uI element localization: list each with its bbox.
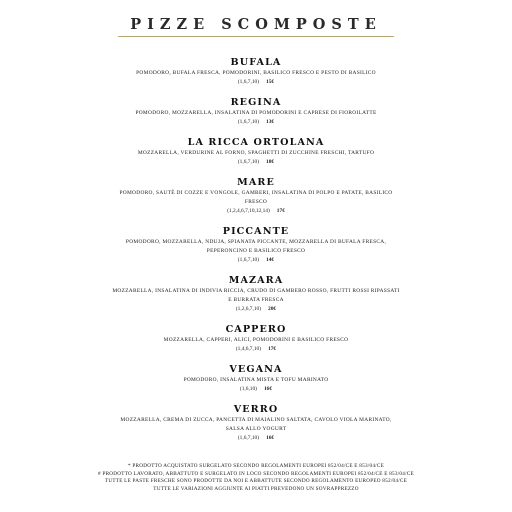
menu-item-mazara xyxy=(0,275,512,314)
item-meta xyxy=(0,207,512,216)
item-name: MARE xyxy=(237,177,275,188)
note-surcharge: TUTTE LE VARIAZIONI AGGIUNTE AI PIATTI PREVEDONO UN SOVRAPPREZZO xyxy=(153,485,359,492)
item-price: 17€ xyxy=(268,346,277,352)
item-price: 14€ xyxy=(266,257,275,263)
item-allergens: (1,2,6,7,10) xyxy=(235,306,262,312)
item-name: VEGANA xyxy=(229,364,283,375)
title-divider xyxy=(118,36,394,37)
menu-item-regina xyxy=(0,97,512,127)
menu-item-la-ricca-ortolana xyxy=(0,137,512,167)
item-meta xyxy=(0,434,512,443)
footer-notes xyxy=(0,463,512,493)
item-meta xyxy=(0,78,512,87)
item-description: MOZZARELLA, CAPPERI, ALICI, POMODORINI E BASILICO FRESCO xyxy=(163,337,349,343)
item-name: BUFALA xyxy=(230,57,282,68)
item-description: POMODORO, BUFALA FRESCA, POMODORINI, BASILICO FRESCO E PESTO DI BASILICO xyxy=(136,70,376,76)
note-fresh-pasta: TUTTE LE PASTE FRESCHE SONO PRODOTTE DA NOI E ABBATTUTE SECONDO REGOLAMENTO EUROPEO 852/04/CE xyxy=(104,478,408,485)
item-price: 17€ xyxy=(276,208,285,214)
menu-item-mare xyxy=(0,177,512,216)
item-price: 18€ xyxy=(266,159,275,165)
item-name: LA RICCA ORTOLANA xyxy=(187,137,325,148)
menu-item-cappero xyxy=(0,324,512,354)
item-allergens: (1,6,10) xyxy=(239,386,257,392)
item-price: 20€ xyxy=(268,306,277,312)
note-frozen: * PRODOTTO ACQUISTATO SURGELATO SECONDO REGOLAMENTI EUROPEI 852/04/CE E 853/04/CE xyxy=(127,463,384,469)
item-meta xyxy=(0,385,512,394)
item-allergens: (1,2,4,6,7,10,12,14) xyxy=(227,208,270,214)
item-price: 16€ xyxy=(263,386,273,392)
item-name: MAZARA xyxy=(228,275,284,286)
item-description: POMODORO, MOZZARELLA, NDUJA, SPIANATA PICCANTE, MOZZARELLA DI BUFALA FRESCA, PEPERONCINO E BASILICO FRESCO xyxy=(125,239,387,254)
item-description: MOZZARELLA, CREMA DI ZUCCA, PANCETTA DI MAIALINO SALTATA, CAVOLO VIOLA MARINATO, SALSA ALLO YOGURT xyxy=(120,417,392,432)
item-allergens: (1,6,7,10) xyxy=(237,159,260,165)
item-allergens: (1,6,7,10) xyxy=(237,257,260,263)
menu-item-vegana xyxy=(0,364,512,394)
item-name: VERRO xyxy=(233,404,279,415)
pizza-list xyxy=(0,57,512,453)
item-description: MOZZARELLA, VERDURINE AL FORNO, SPAGHETTI DI ZUCCHINE FRESCHI, TARTUFO xyxy=(137,150,375,156)
menu-item-bufala xyxy=(0,57,512,87)
menu-item-piccante xyxy=(0,226,512,265)
page-title: PIZZE SCOMPOSTE xyxy=(130,16,382,33)
item-price: 15€ xyxy=(266,79,275,85)
item-allergens: (1,4,6,7,10) xyxy=(235,346,262,352)
item-meta xyxy=(0,305,512,314)
item-description: POMODORO, SAUTÈ DI COZZE E VONGOLE, GAMBERI, INSALATINA DI POLPO E PATATE, BASILICO FRESCO xyxy=(119,190,393,205)
item-description: MOZZARELLA, INSALATINA DI INDIVIA RICCIA, CRUDO DI GAMBERO ROSSO, FRUTTI ROSSI RIPASSATI E BURRATA FRESCA xyxy=(112,288,400,303)
item-description: POMODORO, MOZZARELLA, INSALATINA DI POMODORINI E CAPRESE DI FIOROILATTE xyxy=(135,110,377,116)
item-allergens: (1,6,7,10) xyxy=(237,435,260,441)
item-meta xyxy=(0,118,512,127)
item-meta xyxy=(0,345,512,354)
item-allergens: (1,6,7,10) xyxy=(237,79,260,85)
item-description: POMODORO, INSALATINA MISTA E TOFU MARINATO xyxy=(183,377,329,383)
item-name: REGINA xyxy=(230,97,282,108)
item-name: PICCANTE xyxy=(222,226,290,237)
item-price: 16€ xyxy=(266,435,275,441)
item-allergens: (1,6,7,10) xyxy=(237,119,260,125)
menu-item-verro xyxy=(0,404,512,443)
item-meta xyxy=(0,158,512,167)
item-price: 13€ xyxy=(266,119,275,125)
note-processed: # PRODOTTO LAVORATO, ABBATTUTO E SURGELATO IN LOCO SECONDO REGOLAMENTI EUROPEI 852/04/CE E 853/04/CE xyxy=(98,470,414,477)
item-name: CAPPERO xyxy=(225,324,287,335)
item-meta xyxy=(0,256,512,265)
